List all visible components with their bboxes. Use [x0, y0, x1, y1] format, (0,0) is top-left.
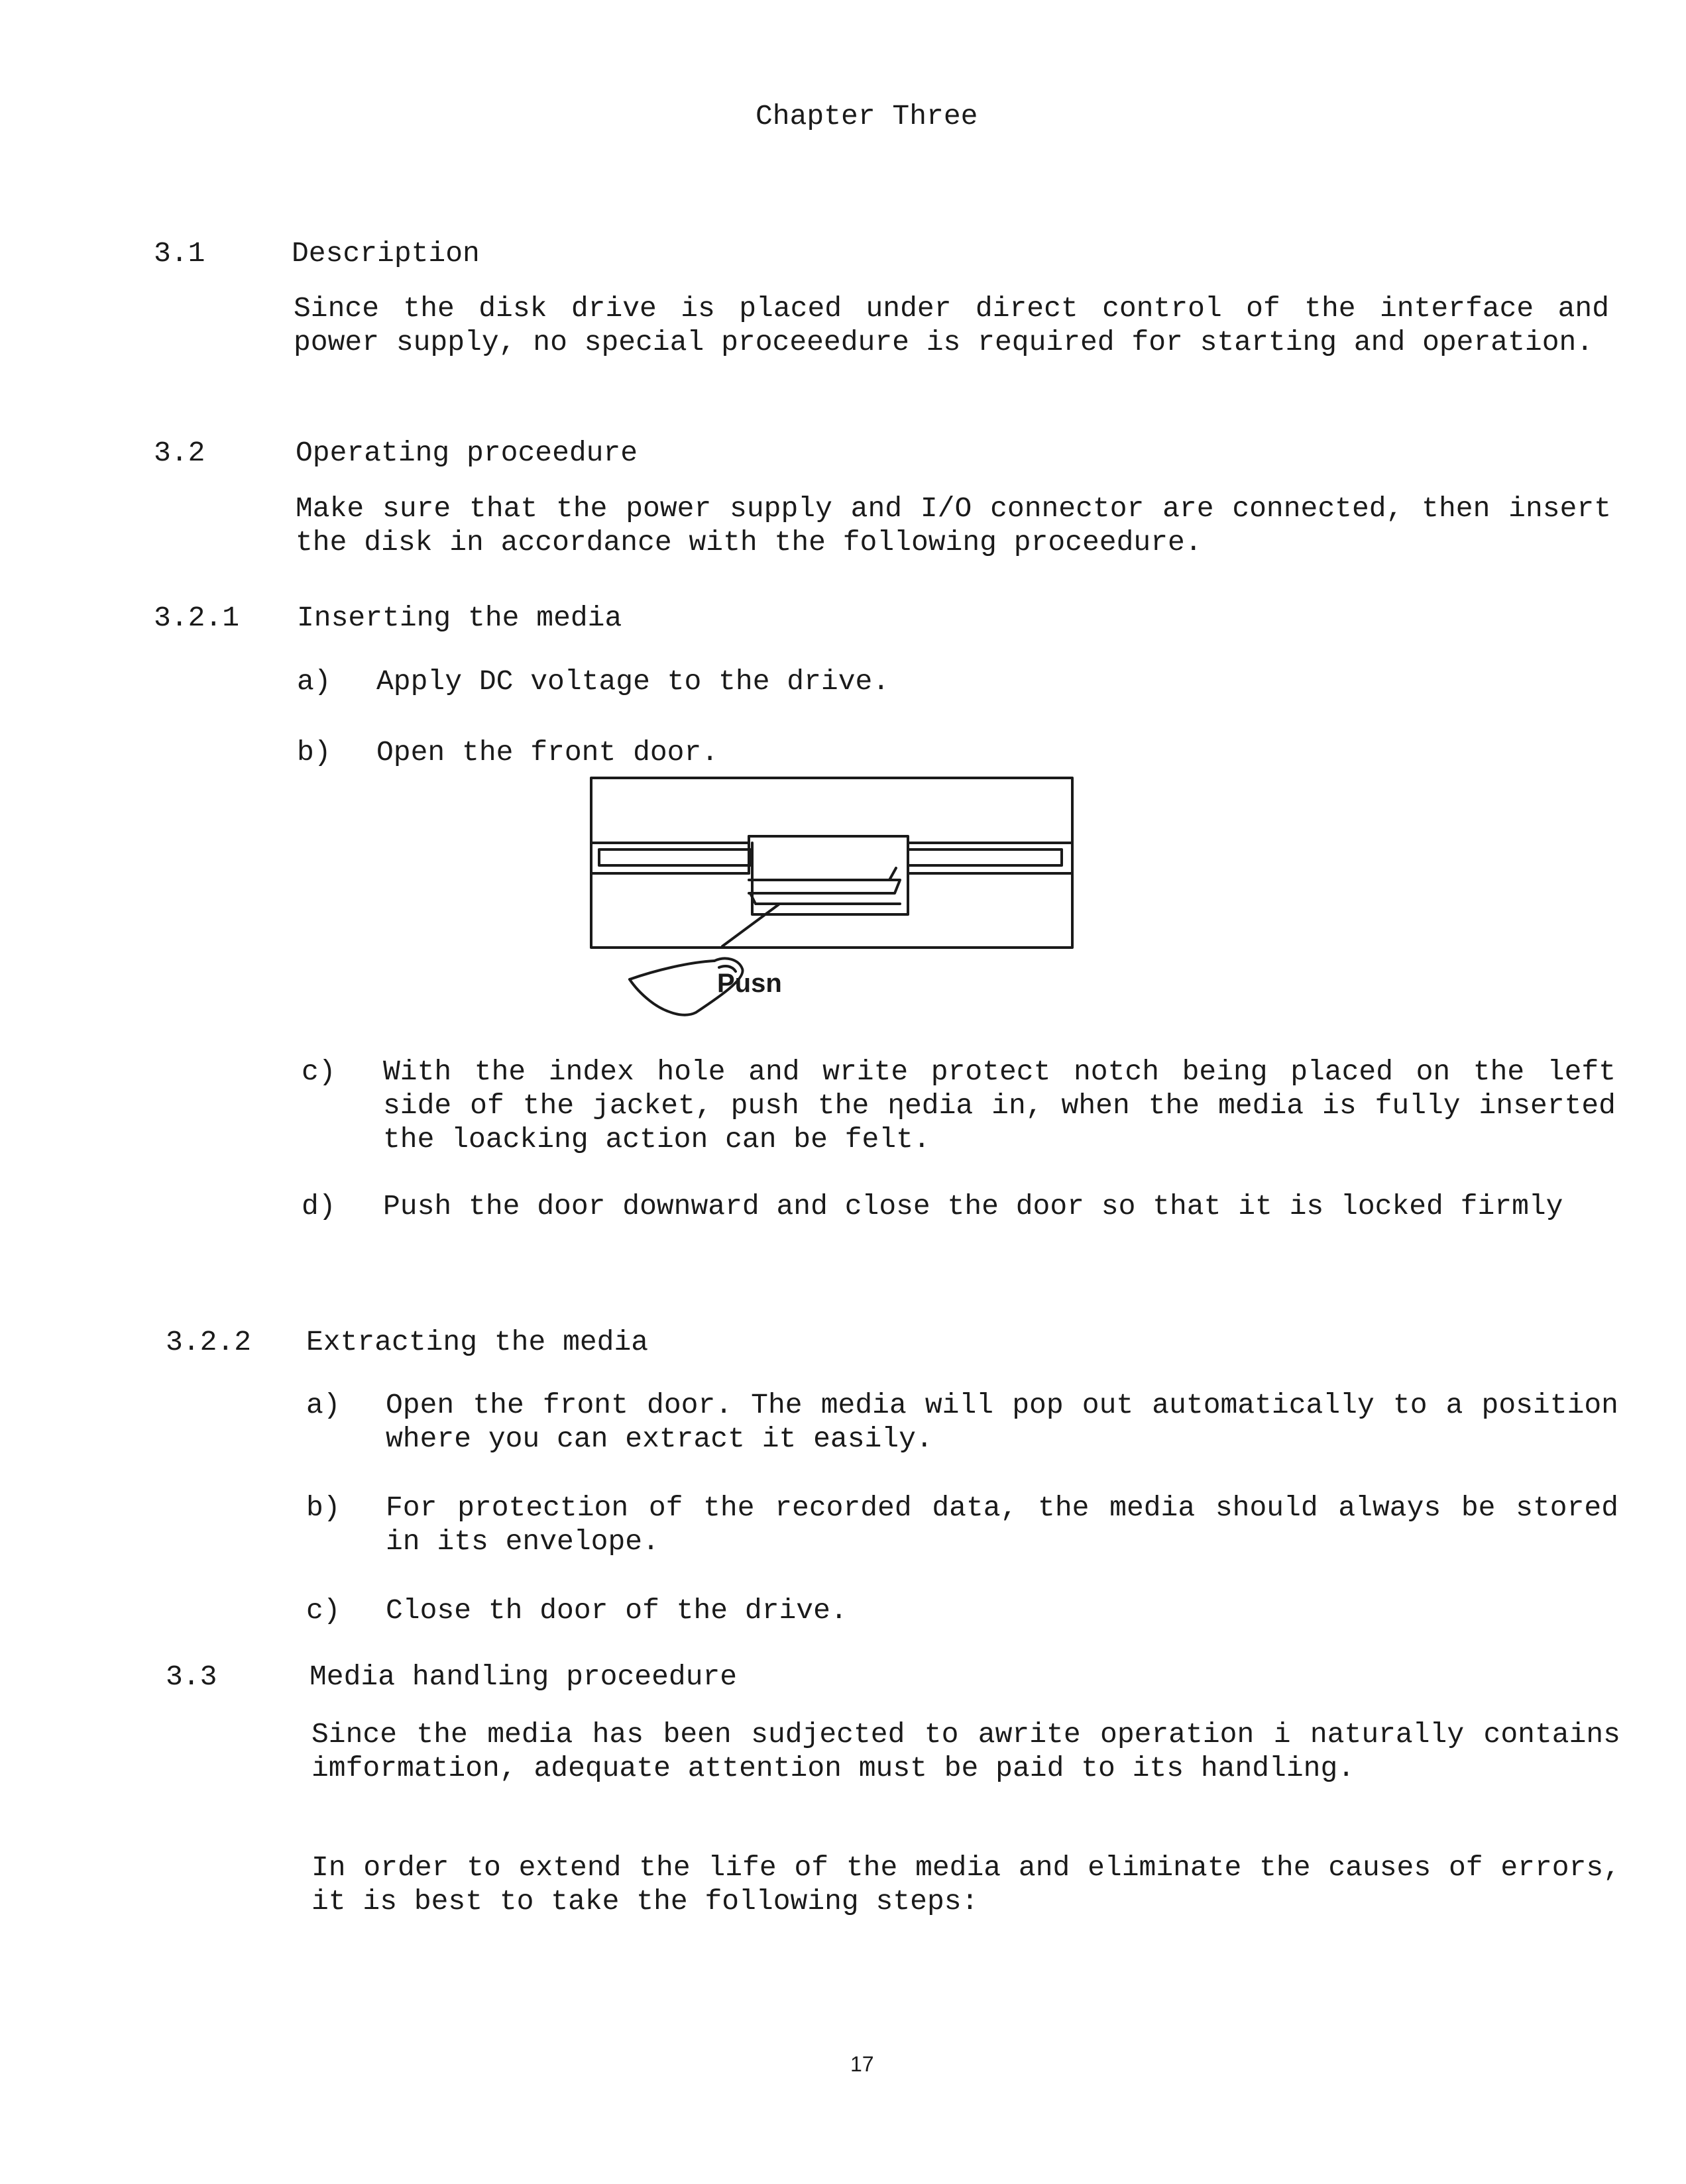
- section-paragraph: Since the media has been sudjected to awrite operation i naturally contains imformation, adequate attention must be paid to its handling.: [311, 1718, 1620, 1784]
- section-paragraph: Since the disk drive is placed under direct control of the interface and power supply, no special proceeedure is required for starting and operation.: [294, 292, 1609, 358]
- section-paragraph: In order to extend the life of the media and eliminate the causes of errors, it is best to take the following steps:: [311, 1851, 1620, 1918]
- section-number: 3.2.1: [154, 602, 240, 634]
- list-marker: a): [306, 1389, 341, 1421]
- disk-drive-figure: [583, 769, 1087, 1034]
- list-item: Push the door downward and close the door so that it is locked firmly: [383, 1190, 1563, 1223]
- section-number: 3.3: [166, 1661, 217, 1693]
- list-item: Close th door of the drive.: [386, 1594, 848, 1627]
- section-number: 3.1: [154, 237, 205, 270]
- list-item: Open the front door. The media will pop out automatically to a position where you can extract it easily.: [386, 1389, 1618, 1455]
- section-number: 3.2: [154, 437, 205, 469]
- list-marker: a): [297, 665, 331, 698]
- figure-label: Pusn: [717, 969, 782, 998]
- section-heading: Media handling proceedure: [309, 1661, 738, 1693]
- list-item: Open the front door.: [376, 736, 719, 769]
- list-item: For protection of the recorded data, the media should always be stored in its envelope.: [386, 1492, 1618, 1558]
- page-number: 17: [850, 2052, 874, 2076]
- list-marker: c): [302, 1056, 336, 1088]
- list-item: Apply DC voltage to the drive.: [376, 665, 890, 698]
- list-marker: b): [306, 1492, 341, 1524]
- list-marker: d): [302, 1190, 336, 1223]
- list-marker: b): [297, 736, 331, 769]
- list-item: With the index hole and write protect notch being placed on the left side of the jacket, push the ηedia in, when the media is fully inserted the loacking action can be felt.: [383, 1056, 1616, 1156]
- list-marker: c): [306, 1594, 341, 1627]
- section-heading: Extracting the media: [306, 1326, 649, 1358]
- drive-front-panel: [591, 778, 1072, 948]
- section-paragraph: Make sure that the power supply and I/O connector are connected, then insert the disk in accordance with the following proceedure.: [296, 492, 1611, 559]
- chapter-title: Chapter Three: [756, 100, 978, 133]
- section-heading: Description: [292, 237, 480, 270]
- door-outline: [749, 836, 908, 873]
- pointer-line: [722, 904, 779, 946]
- section-heading: Operating proceedure: [296, 437, 638, 469]
- section-number: 3.2.2: [166, 1326, 252, 1358]
- section-heading: Inserting the media: [297, 602, 622, 634]
